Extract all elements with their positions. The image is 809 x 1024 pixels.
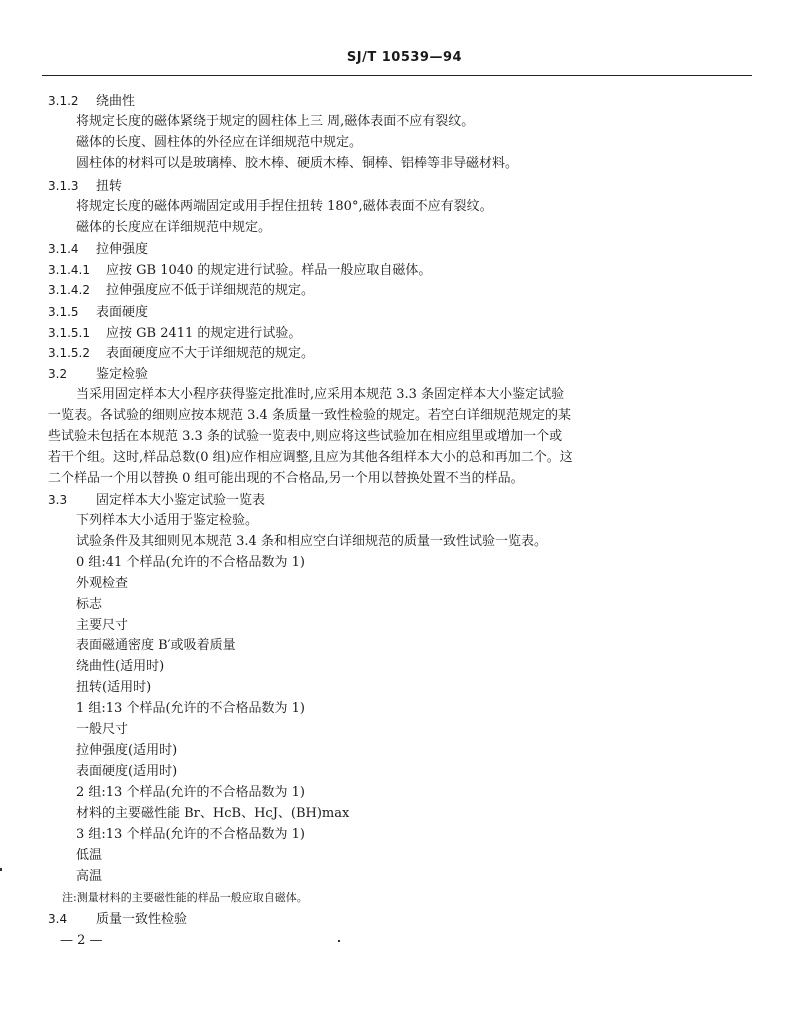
- test-item: 高温: [76, 869, 103, 884]
- paragraph-line: 一览表。各试验的细则应按本规范 3.4 条质量一致性检验的规定。若空白详细规范规定的某: [48, 408, 571, 423]
- test-item: 扭转(适用时): [76, 680, 152, 695]
- clause-text: 应按 GB 1040 的规定进行试验。样品一般应取自磁体。: [106, 263, 432, 278]
- paragraph: 将规定长度的磁体两端固定或用手捏住扭转 180°,磁体表面不应有裂纹。: [76, 199, 493, 214]
- section-title: 鉴定检验: [96, 367, 149, 382]
- section-3-1-2-heading: [48, 93, 135, 109]
- section-number: 3.1.5: [48, 305, 79, 319]
- group-2-heading: 2 组:13 个样品(允许的不合格品数为 1): [76, 785, 306, 800]
- scan-speck: [338, 940, 340, 942]
- group-0-heading: 0 组:41 个样品(允许的不合格品数为 1): [76, 555, 306, 570]
- clause-3-1-5-1: [48, 325, 301, 341]
- document-number-header: SJ/T 10539—94: [346, 50, 463, 65]
- section-title: 扭转: [96, 179, 123, 194]
- section-3-2-heading: [48, 366, 148, 382]
- section-title: 绕曲性: [96, 94, 136, 109]
- test-item: 表面磁通密度 B′或吸着质量: [76, 638, 236, 653]
- section-number: 3.3: [48, 493, 68, 507]
- clause-number: 3.1.5.1: [48, 326, 90, 340]
- section-3-1-5-heading: [48, 304, 148, 320]
- clause-number: 3.1.4.2: [48, 283, 90, 297]
- group-1-heading: 1 组:13 个样品(允许的不合格品数为 1): [76, 701, 306, 716]
- section-3-1-3-heading: [48, 178, 122, 194]
- paragraph: 圆柱体的材料可以是玻璃棒、胶木棒、硬质木棒、铜棒、铝棒等非导磁材料。: [76, 156, 519, 171]
- paragraph-line: 当采用固定样本大小程序获得鉴定批准时,应采用本规范 3.3 条固定样本大小鉴定试验: [76, 387, 565, 402]
- clause-text: 应按 GB 2411 的规定进行试验。: [106, 326, 302, 341]
- test-item: 低温: [76, 848, 103, 863]
- paragraph: 试验条件及其细则见本规范 3.4 条和相应空白详细规范的质量一致性试验一览表。: [76, 534, 547, 549]
- test-item: 拉伸强度(适用时): [76, 743, 178, 758]
- clause-3-1-5-2: [48, 345, 314, 361]
- paragraph-line: 若干个组。这时,样品总数(0 组)应作相应调整,且应为其他各组样本大小的总和再加二个。这: [48, 450, 573, 465]
- test-item: 外观检查: [76, 576, 129, 591]
- clause-number: 3.1.4.1: [48, 263, 90, 277]
- clause-text: 表面硬度应不大于详细规范的规定。: [106, 346, 315, 361]
- clause-number: 3.1.5.2: [48, 346, 90, 360]
- section-number: 3.1.2: [48, 94, 79, 108]
- paragraph-line: 些试验未包括在本规范 3.3 条的试验一览表中,则应将这些试验加在相应组里或增加一个或: [48, 429, 563, 444]
- section-number: 3.4: [48, 912, 68, 926]
- test-item: 一般尺寸: [76, 722, 129, 737]
- header-rule: [42, 75, 752, 76]
- section-title: 质量一致性检验: [96, 912, 188, 927]
- paragraph: 下列样本大小适用于鉴定检验。: [76, 513, 259, 528]
- section-number: 3.2: [48, 367, 68, 381]
- paragraph-line: 二个样品一个用以替换 0 组可能出现的不合格品,另一个用以替换处置不当的样品。: [48, 471, 524, 486]
- section-title: 拉伸强度: [96, 242, 149, 257]
- section-3-1-4-heading: [48, 241, 148, 257]
- paragraph: 将规定长度的磁体紧绕于规定的圆柱体上三 周,磁体表面不应有裂纹。: [76, 114, 475, 129]
- test-item: 材料的主要磁性能 Br、HcB、HcJ、(BH)max: [76, 806, 350, 821]
- section-title: 表面硬度: [96, 305, 149, 320]
- test-item: 绕曲性(适用时): [76, 659, 165, 674]
- paragraph: 磁体的长度应在详细规范中规定。: [76, 220, 272, 235]
- clause-3-1-4-2: [48, 282, 314, 298]
- paragraph: 磁体的长度、圆柱体的外径应在详细规范中规定。: [76, 135, 363, 150]
- clause-text: 拉伸强度应不低于详细规范的规定。: [106, 283, 315, 298]
- section-number: 3.1.3: [48, 179, 79, 193]
- section-number: 3.1.4: [48, 242, 79, 256]
- scan-speck: [0, 868, 2, 871]
- clause-3-1-4-1: [48, 262, 431, 278]
- group-3-heading: 3 组:13 个样品(允许的不合格品数为 1): [76, 827, 306, 842]
- section-3-4-heading: [48, 911, 187, 927]
- note: 注:测量材料的主要磁性能的样品一般应取自磁体。: [62, 891, 308, 904]
- section-3-3-heading: [48, 492, 265, 508]
- page-number: — 2 —: [60, 933, 103, 948]
- test-item: 主要尺寸: [76, 618, 129, 633]
- section-title: 固定样本大小鉴定试验一览表: [96, 493, 266, 508]
- test-item: 标志: [76, 597, 103, 612]
- test-item: 表面硬度(适用时): [76, 764, 178, 779]
